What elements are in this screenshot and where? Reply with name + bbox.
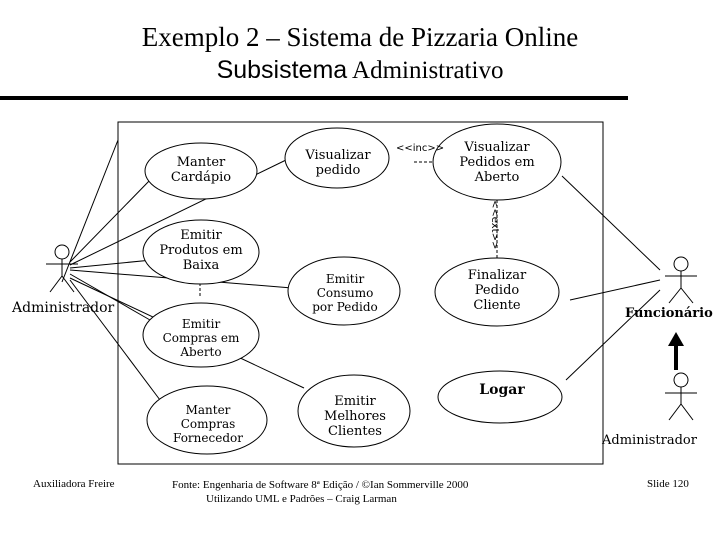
subtitle-part-2: Administrativo — [347, 57, 504, 84]
actor-funcionario[interactable] — [665, 257, 697, 303]
uc-label-logar: Logar — [479, 382, 525, 398]
footer-source-line-2: Utilizando UML e Padrões – Craig Larman — [206, 493, 397, 505]
footer-source — [172, 478, 512, 506]
footer-author: Auxiliadora Freire — [33, 478, 115, 490]
assoc-admin-manter-cardapio — [70, 178, 152, 262]
slide-title: Exemplo 2 – Sistema de Pizzaria Online — [141, 22, 579, 52]
uc-label-finalizar-pedido-cliente: Finalizar Pedido Cliente — [467, 268, 527, 313]
actor-administrador-right[interactable] — [665, 373, 697, 420]
footer-source-line-1: Fonte: Engenharia de Software 8ª Edição / ©Ian Sommerville 2000 — [172, 479, 469, 491]
uc-label-emitir-melhores-clientes: Emitir Melhores Clientes — [324, 394, 386, 439]
assoc-func-logar — [566, 290, 660, 380]
uc-label-visualizar-pedido: Visualizar pedido — [305, 148, 371, 178]
uc-label-manter-cardapio: Manter Cardápio — [170, 155, 232, 185]
subtitle-part-1: Subsistema — [216, 56, 348, 84]
footer-slide-number: Slide 120 — [647, 478, 689, 490]
include-stereotype: <<inc>> — [396, 143, 445, 154]
assoc-func-visualizar-aberto — [562, 176, 660, 270]
actor-label-administrador-left: Administrador — [12, 300, 115, 316]
assoc-func-finalizar — [570, 280, 660, 300]
extend-stereotype: <<ext>> — [489, 200, 500, 250]
uc-label-emitir-compras-aberto: Emitir Compras em Aberto — [162, 317, 240, 359]
uc-label-emitir-consumo-pedido: Emitir Consumo por Pedido — [312, 272, 378, 314]
uc-label-visualizar-pedidos-aberto: Visualizar Pedidos em Aberto — [459, 140, 535, 185]
generalization-arrowhead — [668, 332, 684, 346]
actor-label-funcionario: Funcionário — [625, 306, 713, 321]
assoc-admin-produtos-baixa — [70, 260, 152, 268]
actor-label-administrador-right: Administrador — [602, 433, 697, 448]
uc-label-manter-compras-fornecedor: Manter Compras Fornecedor — [173, 403, 243, 445]
assoc-admin-outer — [62, 140, 118, 282]
uc-label-emitir-produtos-baixa: Emitir Produtos em Baixa — [159, 228, 243, 273]
